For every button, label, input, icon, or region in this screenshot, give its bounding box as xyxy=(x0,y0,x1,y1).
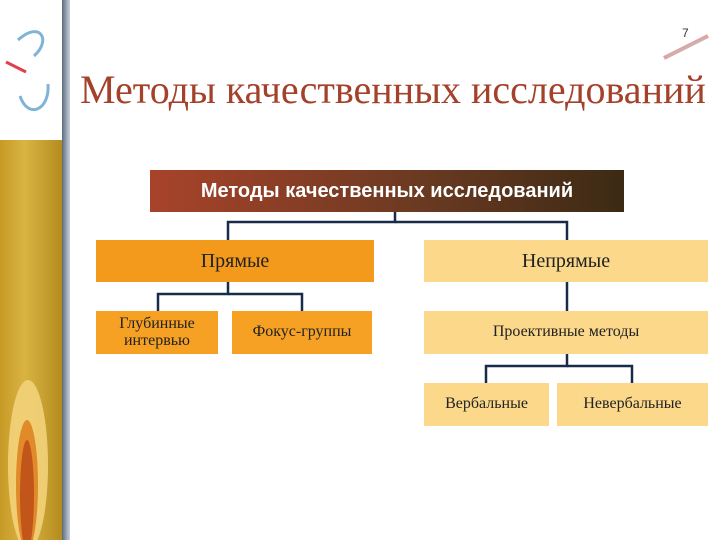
connector-direct-deep xyxy=(158,282,228,311)
verbal-box: Вербальные xyxy=(424,383,549,426)
projective-methods-box: Проективные методы xyxy=(424,311,708,354)
slide-title: Методы качественных исследований xyxy=(80,67,706,112)
connector-projective-nonverbal xyxy=(567,366,632,383)
indirect-methods-box: Непрямые xyxy=(424,240,708,282)
page-number: 7 xyxy=(682,26,689,40)
diagram-root-box: Методы качественных исследований xyxy=(150,170,624,212)
connector-projective-verbal xyxy=(486,354,567,383)
depth-interview-box: Глубинные интервью xyxy=(96,311,218,354)
nonverbal-box: Невербальные xyxy=(557,383,708,426)
connector-direct-focus xyxy=(228,294,302,311)
connector-root-direct xyxy=(228,212,395,240)
connector-root-indirect xyxy=(395,222,567,240)
focus-groups-box: Фокус-группы xyxy=(232,311,372,354)
direct-methods-box: Прямые xyxy=(96,240,374,282)
